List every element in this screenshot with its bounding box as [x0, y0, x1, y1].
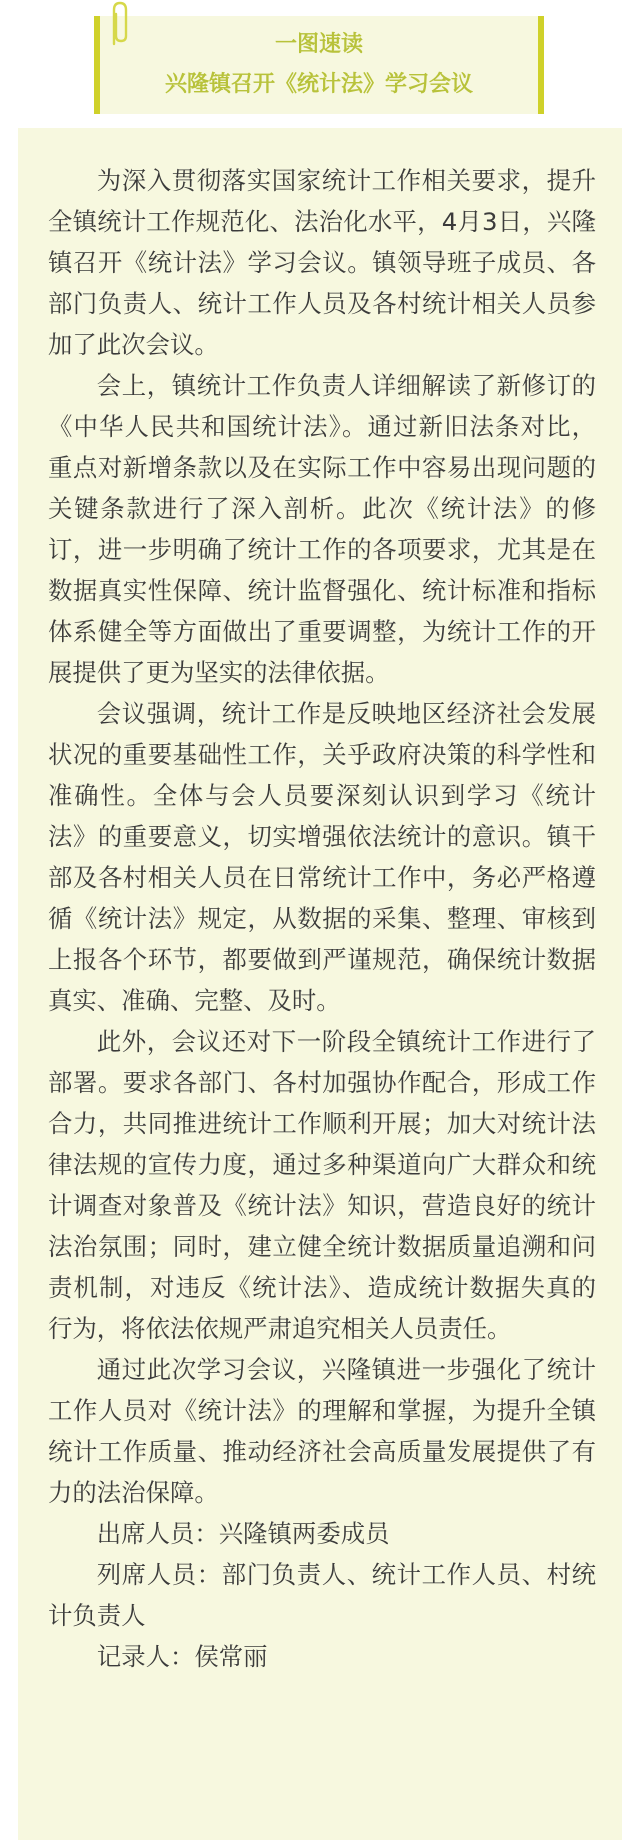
paragraph: 为深入贯彻落实国家统计工作相关要求，提升全镇统计工作规范化、法治化水平，4月3日，兴隆镇召开《统计法》学习会议。镇领导班子成员、各部门负责人、统计工作人员及各村统计相关人员参加了此次会议。 [48, 166, 596, 359]
nonvoting-attendees-line: 列席人员：部门负责人、统计工作人员、村统计负责人 [48, 1560, 596, 1630]
article-title: 兴隆镇召开《统计法》学习会议 [164, 72, 473, 97]
paragraph: 此外，会议还对下一阶段全镇统计工作进行了部署。要求各部门、各村加强协作配合，形成工作合力，共同推进统计工作顺利开展；加大对统计法律法规的宣传力度，通过多种渠道向广大群众和统计调查对象普及《统计法》知识，营造良好的统计法治氛围；同时，建立健全统计数据质量追溯和问责机制，对违反《统计法》、造成统计数据失真的行为，将依法依规严肃追究相关人员责任。 [48, 1027, 596, 1343]
article-panel [18, 128, 622, 1840]
attendees-line: 出席人员：兴隆镇两委成员 [96, 1519, 390, 1548]
paragraph: 通过此次学习会议，兴隆镇进一步强化了统计工作人员对《统计法》的理解和掌握，为提升全镇统计工作质量、推动经济社会高质量发展提供了有力的法治保障。 [48, 1355, 596, 1507]
paragraph: 会议强调，统计工作是反映地区经济社会发展状况的重要基础性工作，关乎政府决策的科学性和准确性。全体与会人员要深刻认识到学习《统计法》的重要意义，切实增强依法统计的意识。镇干部及各村相关人员在日常统计工作中，务必严格遵循《统计法》规定，从数据的采集、整理、审核到上报各个环节，都要做到严谨规范，确保统计数据真实、准确、完整、及时。 [48, 699, 596, 1015]
paperclip-icon [104, 0, 134, 48]
recorder-line: 记录人：侯常丽 [96, 1642, 268, 1671]
article-body [48, 160, 596, 1677]
paragraph: 会上，镇统计工作负责人详细解读了新修订的《中华人民共和国统计法》。通过新旧法条对比，重点对新增条款以及在实际工作中容易出现问题的关键条款进行了深入剖析。此次《统计法》的修订，进一步明确了统计工作的各项要求，尤其是在数据真实性保障、统计监督强化、统计标准和指标体系健全等方面做出了重要调整，为统计工作的开展提供了更为坚实的法律依据。 [48, 371, 596, 687]
header-kicker: 一图速读 [274, 32, 363, 57]
header-banner [94, 16, 544, 114]
